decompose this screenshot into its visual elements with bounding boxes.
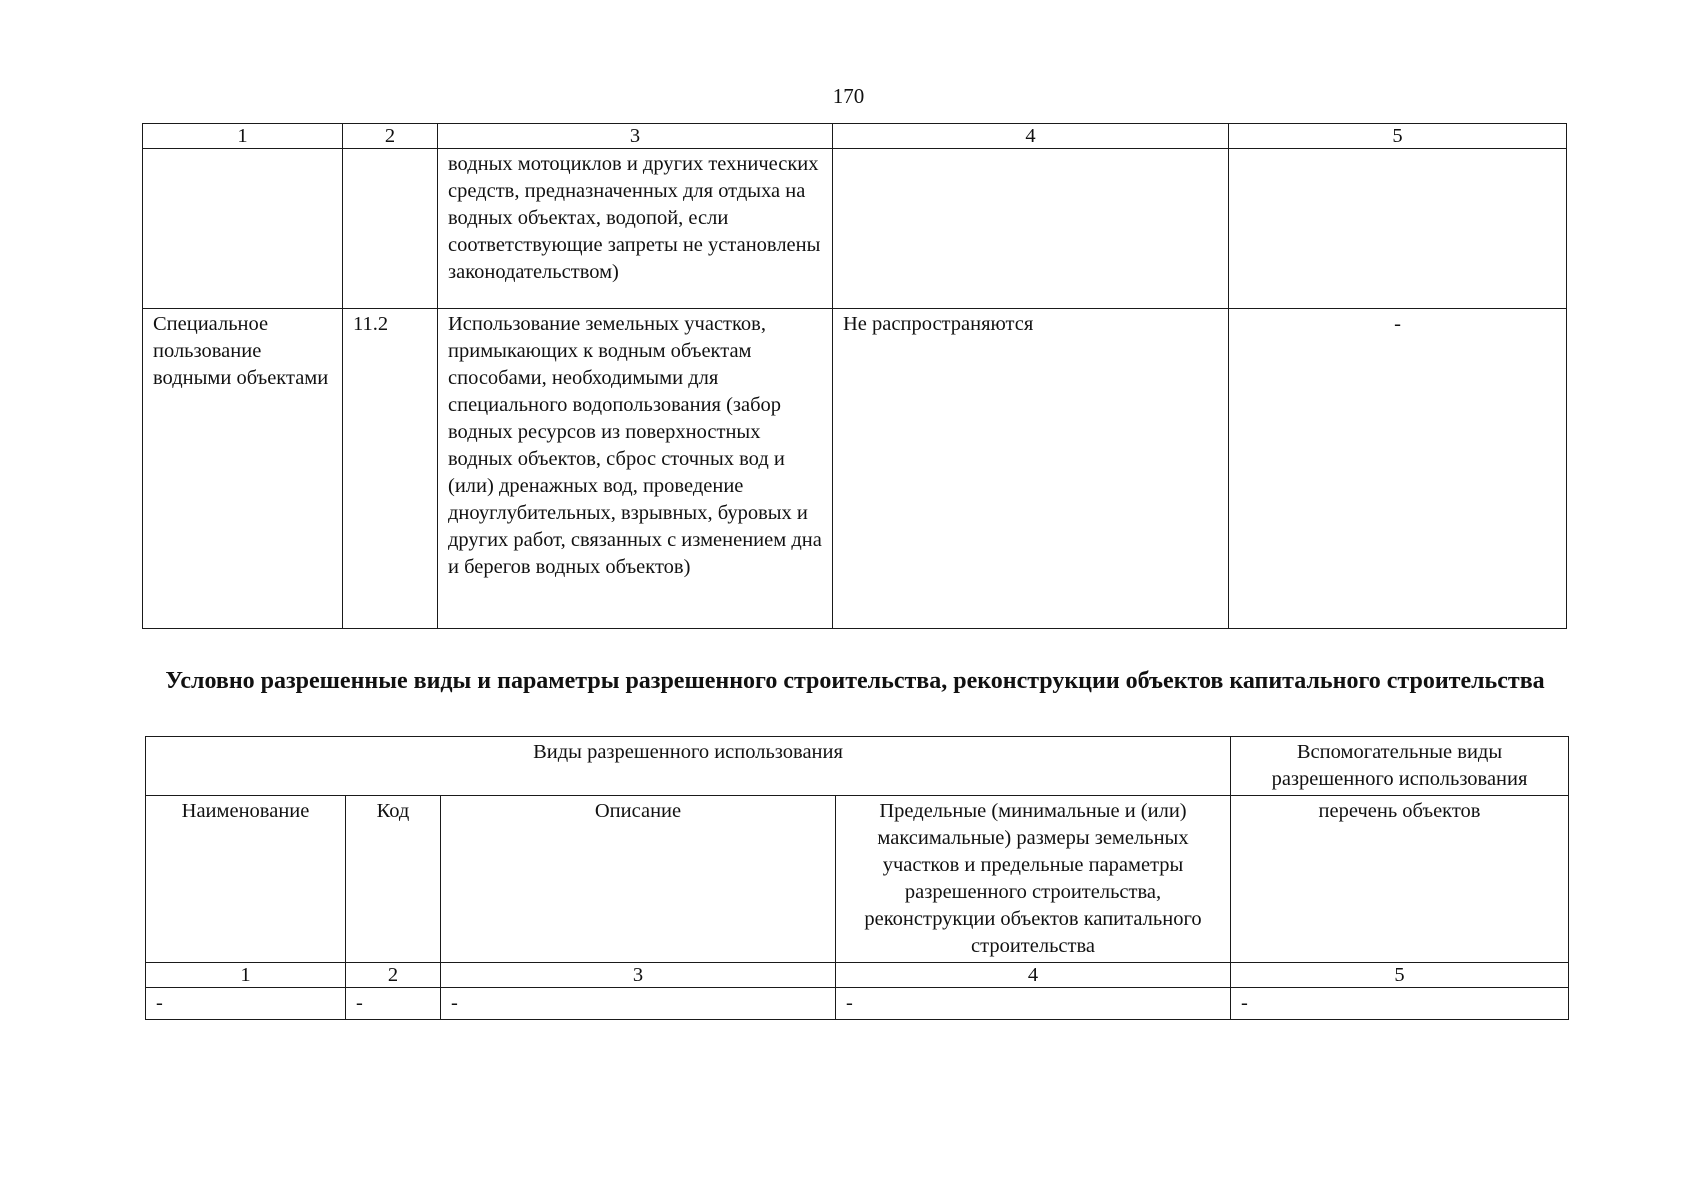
parameters-cell: Не распространяются (833, 309, 1229, 629)
use-name-cell (143, 149, 343, 309)
use-name-cell: Специальное пользование водными объектами (143, 309, 343, 629)
header-code: Код (346, 796, 441, 963)
use-code-cell: 11.2 (343, 309, 438, 629)
column-number: 1 (143, 124, 343, 149)
header-auxiliary: перечень объектов (1231, 796, 1569, 963)
header-name: Наименование (146, 796, 346, 963)
section-heading: Условно разрешенные виды и параметры разрешенного строительства, реконструкции объектов капитального строительства (165, 668, 1545, 694)
zoning-table-continued (142, 123, 1567, 629)
column-number: 5 (1231, 963, 1569, 988)
table-row (143, 149, 1567, 309)
use-description-cell: - (441, 988, 836, 1020)
column-number: 4 (833, 124, 1229, 149)
column-number: 3 (441, 963, 836, 988)
column-number: 5 (1229, 124, 1567, 149)
table-row (146, 988, 1569, 1020)
column-number: 2 (346, 963, 441, 988)
group-header: Виды разрешенного использования (146, 737, 1231, 796)
header-description: Описание (441, 796, 836, 963)
parameters-cell: - (836, 988, 1231, 1020)
use-name-cell: - (146, 988, 346, 1020)
auxiliary-cell: - (1229, 309, 1567, 629)
auxiliary-cell (1229, 149, 1567, 309)
column-number: 1 (146, 963, 346, 988)
column-number: 3 (438, 124, 833, 149)
page-number: 170 (832, 84, 865, 108)
column-number: 2 (343, 124, 438, 149)
auxiliary-cell: - (1231, 988, 1569, 1020)
group-header-row (146, 737, 1569, 796)
column-number-row (146, 963, 1569, 988)
auxiliary-group-header: Вспомогательные виды разрешенного использования (1231, 737, 1569, 796)
use-code-cell: - (346, 988, 441, 1020)
conditional-use-table (145, 736, 1569, 1020)
column-number: 4 (836, 963, 1231, 988)
use-description-cell: Использование земельных участков, примыкающих к водным объектам способами, необходимыми для специального водопользования (забор водных ресурсов из поверхностных водных объектов, сброс сточных вод и (или) дренажных вод, проведение дноуглубительных, взрывных, буровых и других работ, связанных с изменением дна и берегов водных объектов) (438, 309, 833, 629)
column-number-row (143, 124, 1567, 149)
parameters-cell (833, 149, 1229, 309)
use-code-cell (343, 149, 438, 309)
table-row (143, 309, 1567, 629)
column-header-row (146, 796, 1569, 963)
use-description-cell: водных мотоциклов и других технических средств, предназначенных для отдыха на водных объектах, водопой, если соответствующие запреты не установлены законодательством) (438, 149, 833, 309)
header-parameters: Предельные (минимальные и (или) максимальные) размеры земельных участков и предельные параметры разрешенного строительства, реконструкции объектов капитального строительства (836, 796, 1231, 963)
